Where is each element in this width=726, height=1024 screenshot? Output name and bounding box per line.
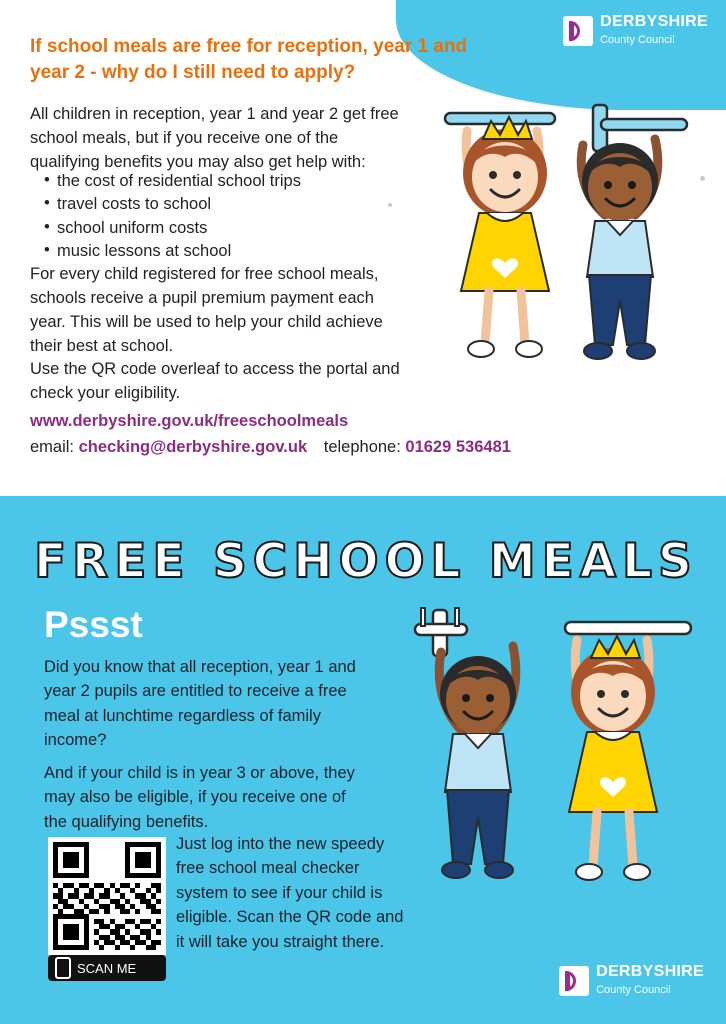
website-link[interactable]: www.derbyshire.gov.uk/freeschoolmeals (30, 412, 349, 430)
derbyshire-county-council-logo (563, 14, 708, 48)
scan-speck (700, 176, 705, 181)
panel-separator (0, 488, 726, 496)
council-name: DERBYSHIRE (600, 13, 708, 30)
derbyshire-county-council-logo-bottom (559, 964, 704, 998)
list-item: • school uniform costs (44, 217, 424, 240)
bottom-paragraph-2: And if your child is in year 3 or above, they may also be eligible, if you receive one of the qualifying benefits. (44, 764, 355, 831)
leaflet-front-panel (0, 496, 726, 1024)
email-label: email: (30, 438, 75, 456)
list-item: • travel costs to school (44, 193, 424, 216)
contact-line (30, 438, 511, 457)
children-illustration-top (415, 95, 715, 405)
council-subname: County Council (596, 984, 671, 997)
council-d-mark-icon (559, 966, 589, 996)
girl-figure (461, 117, 549, 357)
phone-icon (55, 957, 71, 979)
council-subname: County Council (600, 33, 675, 46)
knife-icon (445, 113, 555, 124)
bottom-paragraph-1: Did you know that all reception, year 1 and year 2 pupils are entitled to receive a free meal at lunchtime regardless of family income? (44, 658, 356, 750)
email-link[interactable]: checking@derbyshire.gov.uk (78, 438, 308, 456)
scan-speck (388, 203, 392, 207)
top-paragraph-3: Use the QR code overleaf to access the portal and check your eligibility. (30, 360, 400, 402)
top-paragraph-1: All children in reception, year 1 and year 2 get free school meals, but if you receive one of the qualifying benefits you may also get help with: (30, 105, 399, 171)
scan-me-label: SCAN ME (77, 960, 137, 976)
telephone-label: telephone: (323, 438, 401, 456)
leaflet-back-panel (0, 0, 726, 488)
council-name: DERBYSHIRE (596, 963, 704, 981)
top-heading: If school meals are free for reception, year 1 and year 2 - why do I still need to apply? (30, 36, 468, 83)
council-d-mark-icon (563, 16, 593, 46)
qualifying-help-list (44, 170, 424, 264)
list-item: • the cost of residential school trips (44, 170, 424, 193)
qr-instructions: Just log into the new speedy free school meal checker system to see if your child is eligible. Scan the QR code and it will take you straight there. (176, 835, 404, 951)
boy-figure (581, 139, 658, 359)
scan-me-badge[interactable] (48, 955, 166, 981)
boy-figure (439, 646, 516, 878)
qr-code[interactable] (48, 837, 166, 955)
fork-icon (593, 105, 687, 151)
leaflet-title: FREE SCHOOL MEALS (34, 534, 698, 589)
girl-figure (569, 636, 657, 880)
knife-icon (565, 622, 691, 634)
children-illustration-bottom (395, 606, 715, 946)
top-paragraph-2: For every child registered for free school meals, schools receive a pupil premium payment each year. This will be used to help your child achieve their best at school. (30, 265, 383, 355)
list-item: • music lessons at school (44, 240, 424, 263)
telephone-number: 01629 536481 (405, 438, 511, 456)
leaflet-subtitle: Pssst (44, 604, 143, 645)
qr-code-modules (53, 842, 161, 950)
